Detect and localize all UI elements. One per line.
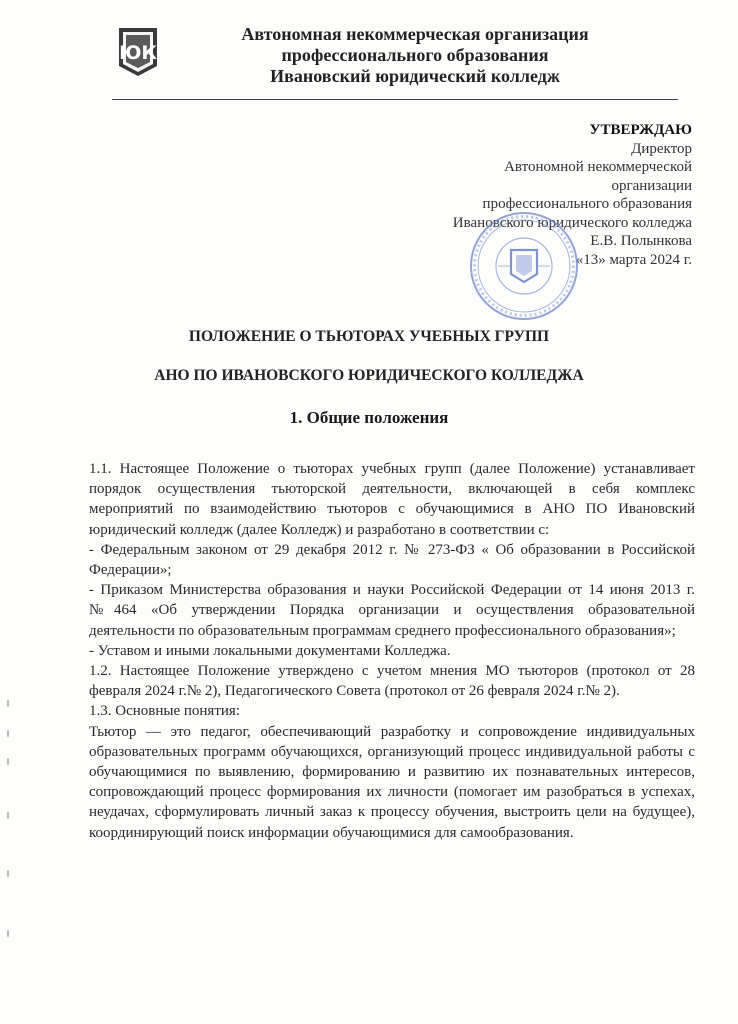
document-body — [89, 459, 695, 843]
approval-org-line-3: профессионального образования — [482, 196, 692, 212]
logo-letters: ЮК — [119, 42, 157, 64]
college-logo-icon — [115, 26, 161, 78]
approval-date: «13» марта 2024 г. — [575, 251, 692, 268]
header-divider — [112, 99, 678, 100]
org-line-3: Ивановский юридический колледж — [270, 66, 560, 86]
scan-margin-mark — [7, 730, 9, 737]
document-title-line-2: АНО ПО ИВАНОВСКОГО ЮРИДИЧЕСКОГО КОЛЛЕДЖА — [154, 367, 584, 384]
approval-title: УТВЕРЖДАЮ — [589, 122, 692, 138]
paragraph-1-1: 1.1. Настоящее Положение о тьюторах учебных групп (далее Положение) устанавливает порядок осуществления тьюторской деятельности, включающей в себя комплекс мероприятий по взаимодействию тьюторов с обучающимися в АНО ПО Ивановский юридический колледж (далее Колледж) и разработано в соответствии с: — [89, 461, 695, 538]
section-heading: 1. Общие положения — [289, 408, 449, 427]
law-reference-3: - Уставом и иными локальными документами Колледжа. — [89, 642, 451, 659]
law-reference-2: - Приказом Министерства образования и науки Российской Федерации от 14 июня 2013 г. №464 «Об утверждении Порядка организации и осуществления образовательной деятельности по образовательным программам среднего профессионального образования»; — [89, 582, 695, 639]
document-title-line-1: ПОЛОЖЕНИЕ О ТЬЮТОРАХ УЧЕБНЫХ ГРУПП — [188, 328, 550, 345]
scan-margin-mark — [7, 812, 9, 819]
paragraph-1-2: 1.2. Настоящее Положение утверждено с учетом мнения МО тьюторов (протокол от 28 февраля 2024 г.№ 2), Педагогического Совета (протокол от 26 февраля 2024 г.№ 2). — [89, 663, 695, 700]
approval-org-line-2: организации — [611, 177, 692, 194]
official-seal-stamp — [468, 210, 580, 322]
approval-org-line-4: Ивановского юридического колледжа — [452, 214, 692, 231]
approval-position: Директор — [631, 140, 692, 157]
organization-header — [180, 24, 650, 87]
org-line-2: профессионального образования — [281, 45, 549, 65]
law-reference-1: - Федеральным законом от 29 декабря 2012 г. № 273-ФЗ « Об образовании в Российской Федерации»; — [89, 541, 695, 579]
tutor-definition: Тьютор — это педагог, обеспечивающий разработку и сопровождение индивидуальных образовательных программ обучающихся, организующий процесс индивидуальной работы с обучающимися по выявлению, формированию и развитию их познавательных интересов, сопровождающий процесс формирования их личности (помогает им разобраться в успехах, неудачах, сформулировать личный заказ к процессу обучения, выстроить цели на будущее), координирующий поиск информации обучающимися для самообразования. — [89, 723, 695, 841]
scan-margin-mark — [7, 930, 9, 937]
approval-signatory: Е.В. Полынкова — [590, 233, 692, 249]
paragraph-1-3: 1.3. Основные понятия: — [89, 703, 240, 720]
approval-org-line-1: Автономной некоммерческой — [504, 159, 692, 175]
org-line-1: Автономная некоммерческая организация — [241, 24, 589, 44]
scan-margin-mark — [7, 758, 9, 765]
scan-margin-mark — [7, 870, 9, 877]
scan-margin-mark — [7, 700, 9, 707]
